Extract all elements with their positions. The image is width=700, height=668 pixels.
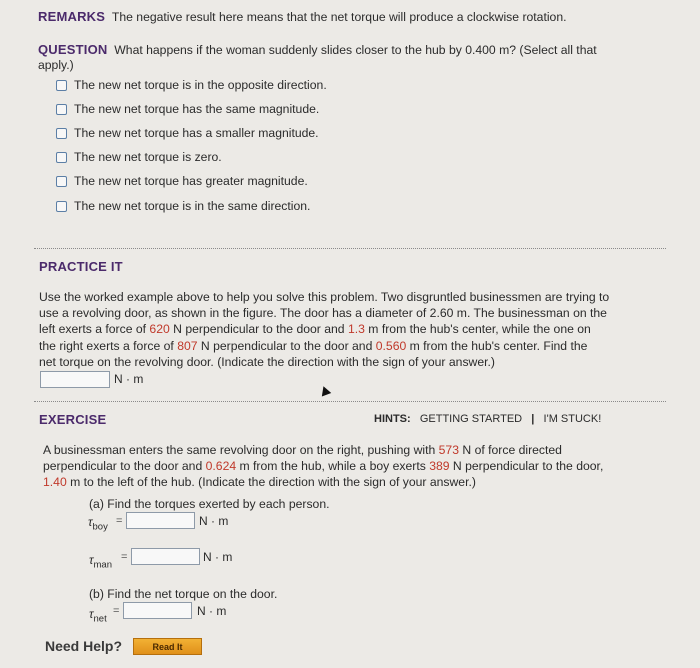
part-a-prompt: (a) Find the torques exerted by each person. (89, 497, 330, 511)
tau-symbol: τ (88, 515, 93, 529)
tau-man-input[interactable] (131, 548, 200, 565)
force-value: 620 (149, 322, 170, 336)
read-it-button[interactable]: Read It (133, 638, 202, 655)
checkbox[interactable] (56, 128, 67, 139)
force-value: 573 (438, 443, 459, 457)
option-label: The new net torque is in the same direction. (74, 199, 311, 213)
need-help-label: Need Help? (45, 638, 123, 654)
divider (34, 248, 666, 249)
remarks-text: The negative result here means that the net torque will produce a clockwise rotation. (111, 10, 567, 24)
question-label: QUESTION (38, 42, 108, 57)
distance-value: 1.40 (43, 475, 67, 489)
question-text-cont: apply.) (38, 58, 74, 72)
practice-paragraph-line: Use the worked example above to help you solve this problem. Two disgruntled businessmen are trying to (39, 290, 610, 304)
remarks-line (38, 9, 566, 26)
text: N perpendicular to the door and (197, 339, 376, 353)
equals-sign: = (113, 605, 120, 617)
unit-label: N · m (114, 372, 144, 386)
hint-im-stuck-link[interactable]: I'M STUCK! (543, 413, 602, 425)
mouse-cursor-icon (319, 385, 331, 397)
text: m from the hub's center, while the one on (364, 322, 591, 336)
tau-boy-input[interactable] (126, 512, 195, 529)
text: N perpendicular to the door, (449, 459, 604, 473)
option-smaller-magnitude[interactable] (56, 126, 319, 140)
option-label: The new net torque has greater magnitude. (74, 174, 308, 188)
option-greater-magnitude[interactable] (56, 174, 308, 188)
tau-man-label (89, 553, 112, 570)
hints-bar (374, 413, 601, 425)
practice-paragraph-line: net torque on the revolving door. (Indicate the direction with the sign of your answer.) (39, 355, 495, 369)
tau-net-label (89, 607, 107, 624)
option-zero[interactable] (56, 150, 222, 164)
equals-sign: = (116, 515, 123, 527)
text: N perpendicular to the door and (169, 322, 348, 336)
checkbox[interactable] (56, 201, 67, 212)
practice-paragraph-line (39, 321, 591, 338)
text: m from the hub, while a boy exerts (236, 459, 430, 473)
unit-label: N · m (199, 514, 229, 528)
exercise-title: EXERCISE (39, 412, 107, 427)
equals-sign: = (121, 551, 128, 563)
practice-paragraph-line (39, 338, 587, 355)
option-same-magnitude[interactable] (56, 102, 319, 116)
part-b-prompt: (b) Find the net torque on the door. (89, 587, 278, 601)
practice-answer-input[interactable] (40, 371, 110, 388)
option-label: The new net torque is zero. (74, 150, 222, 164)
text: m to the left of the hub. (Indicate the direction with the sign of your answer.) (66, 475, 476, 489)
checkbox[interactable] (56, 152, 67, 163)
tau-net-input[interactable] (123, 602, 192, 619)
checkbox[interactable] (56, 104, 67, 115)
unit-label: N · m (197, 604, 227, 618)
distance-value: 1.3 (347, 322, 365, 336)
unit-label: N · m (203, 550, 233, 564)
hint-getting-started-link[interactable]: GETTING STARTED (419, 413, 523, 425)
text: left exerts a force of (39, 322, 150, 336)
option-label: The new net torque has a smaller magnitude. (74, 126, 319, 140)
remarks-label: REMARKS (38, 9, 106, 24)
force-value: 807 (177, 339, 198, 353)
exercise-paragraph-line (43, 442, 562, 459)
option-same-direction[interactable] (56, 199, 310, 213)
text: A businessman enters the same revolving door on the right, pushing with (43, 443, 439, 457)
option-label: The new net torque has the same magnitude. (74, 102, 320, 116)
option-label: The new net torque is in the opposite direction. (74, 78, 327, 92)
exercise-paragraph-line (43, 474, 476, 491)
subscript: man (93, 559, 112, 571)
practice-title: PRACTICE IT (39, 259, 123, 274)
tau-boy-label (88, 515, 108, 532)
tau-symbol: τ (89, 607, 94, 621)
question-line (38, 42, 597, 59)
text: the right exerts a force of (39, 339, 178, 353)
text: m from the hub's center. Find the (406, 339, 588, 353)
hints-label: HINTS: (374, 413, 411, 425)
subscript: net (93, 613, 107, 625)
distance-value: 0.560 (375, 339, 407, 353)
text: perpendicular to the door and (43, 459, 206, 473)
checkbox[interactable] (56, 176, 67, 187)
practice-paragraph-line: use a revolving door, as shown in the figure. The door has a diameter of 2.60 m. The businessman on the (39, 306, 607, 320)
divider (34, 401, 666, 402)
exercise-paragraph-line (43, 458, 603, 475)
force-value: 389 (429, 459, 450, 473)
question-text: What happens if the woman suddenly slides closer to the hub by 0.400 m? (Select all that (114, 43, 597, 57)
checkbox[interactable] (56, 80, 67, 91)
subscript: boy (92, 521, 108, 533)
tau-symbol: τ (89, 553, 94, 567)
option-opposite-direction[interactable] (56, 78, 327, 92)
hint-separator: | (531, 413, 535, 425)
text: N of force directed (459, 443, 562, 457)
distance-value: 0.624 (205, 459, 237, 473)
